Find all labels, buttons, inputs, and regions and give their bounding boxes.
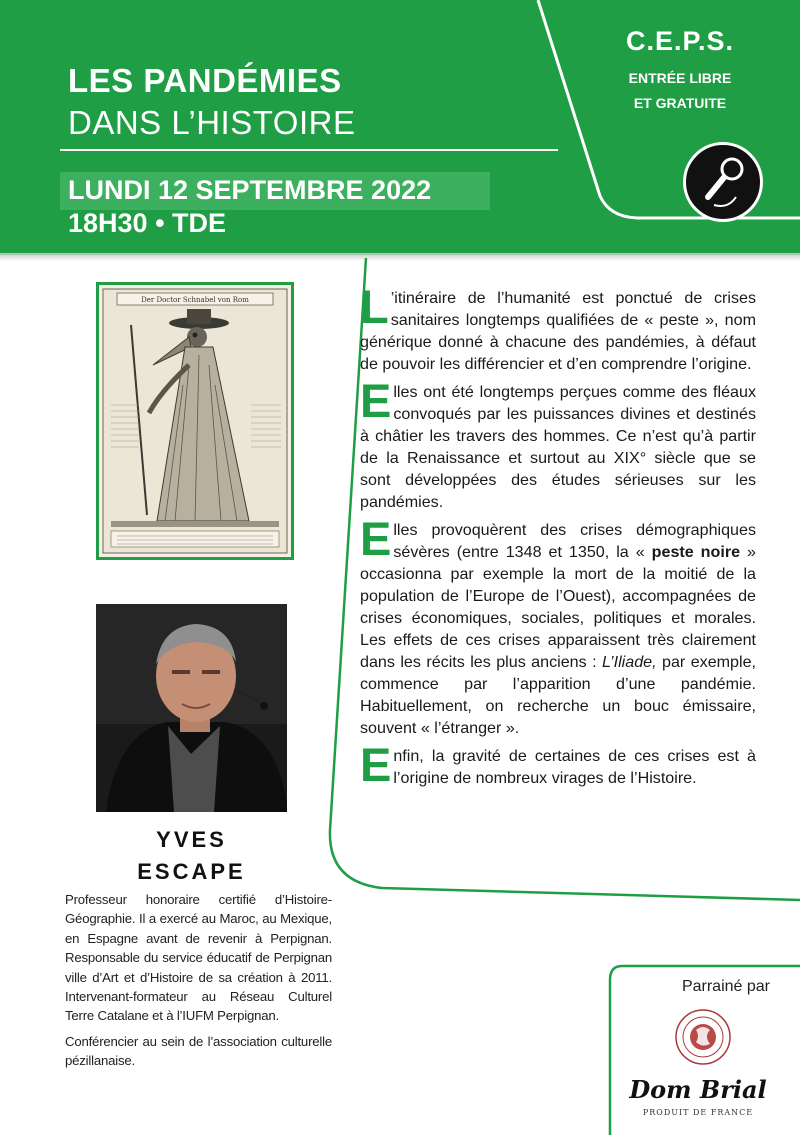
sponsor-brand: Dom Brial	[629, 1075, 767, 1104]
title-line-1: LES PANDÉMIES	[68, 62, 342, 99]
sponsor-brand-subtitle: PRODUIT DE FRANCE	[642, 1108, 754, 1117]
paragraph-text: nfin, la gravité de certaines de ces crises est à l’origine de nombreux virages de l’Histoire.	[393, 747, 756, 787]
bio-paragraph: Conférencier au sein de l’association culturelle pézillanaise.	[65, 1033, 332, 1069]
article-paragraph-3	[360, 512, 757, 739]
paragraph-text: » occasionna par exemple la mort de la moitié de la population de l’Europe de l’Ouest), accompagnées de crises économiques, sociales, politiques et morales. Les effets de ces crises apparaissent très clairement dans les récits les plus anciens :	[360, 543, 756, 671]
title-line-2: DANS L’HISTOIRE	[68, 104, 356, 141]
speaker-last-name: ESCAPE	[137, 859, 246, 884]
article-paragraph-2	[360, 374, 756, 513]
paragraph-text: lles ont été longtemps perçues comme des fléaux convoqués par les puissances divines et destinés à châtier les travers des hommes. Ce n’est qu’à partir de la Renaissance et surtout au XIX° siècle que se sont développées des études sérieuses sur les pandémies.	[360, 383, 756, 511]
article-paragraph-4	[360, 738, 756, 791]
speaker-first-name: YVES	[156, 827, 227, 852]
entry-line-1: ENTRÉE LIBRE	[628, 70, 732, 86]
article-paragraph-1	[360, 280, 756, 375]
speaker-bio	[65, 890, 332, 1077]
plague-doctor-engraving	[96, 282, 294, 560]
paragraph-text: ’itinéraire de l’humanité est ponctué de crises sanitaires longtemps qualifiées de « peste », nom générique donné à chacune des pandémies, à défaut de pouvoir les différencier et d’en comprendre l’origine.	[360, 289, 756, 373]
bio-paragraph: Professeur honoraire certifié d’Histoire-Géographie. Il a exercé au Maroc, au Mexique, en Espagne avant de revenir à Perpignan. Responsable du service éducatif de Perpignan ville d’Art et d’Histoire de sa création à 2011. Intervenant-formateur au Réseau Culturel Terre Catalane et à l’IUFM Perpignan.	[65, 892, 332, 1024]
engraving-caption: Der Doctor Schnabel von Rom	[141, 296, 249, 304]
drop-cap: L	[360, 280, 389, 333]
organizer-name: C.E.P.S.	[625, 26, 735, 56]
speaker-portrait	[96, 604, 287, 812]
emphasis-peste-noire: peste noire	[651, 543, 741, 561]
paragraph-text: lles provoquèrent des crises démographiques sévères (entre 1348 et 1350, la «	[393, 521, 756, 561]
drop-cap: E	[360, 374, 392, 427]
seal-logo-icon	[664, 1008, 742, 1066]
event-time-place: 18H30 • TDE	[68, 208, 227, 238]
drop-cap: E	[360, 512, 392, 565]
event-date: LUNDI 12 SEPTEMBRE 2022	[68, 175, 432, 205]
article-body	[360, 280, 757, 795]
drop-cap: E	[360, 738, 392, 791]
emphasis-iliade: L’Iliade,	[601, 653, 657, 671]
entry-line-2: ET GRATUITE	[633, 95, 727, 111]
sponsor-label: Parrainé par	[681, 978, 770, 995]
entry-info	[600, 66, 760, 116]
microphone-icon	[683, 142, 763, 222]
paragraph-text: par exemple, commence par l’apparition d’une pandémie. Habituellement, on recherche un bouc émissaire, souvent « l’étranger ».	[360, 653, 757, 737]
